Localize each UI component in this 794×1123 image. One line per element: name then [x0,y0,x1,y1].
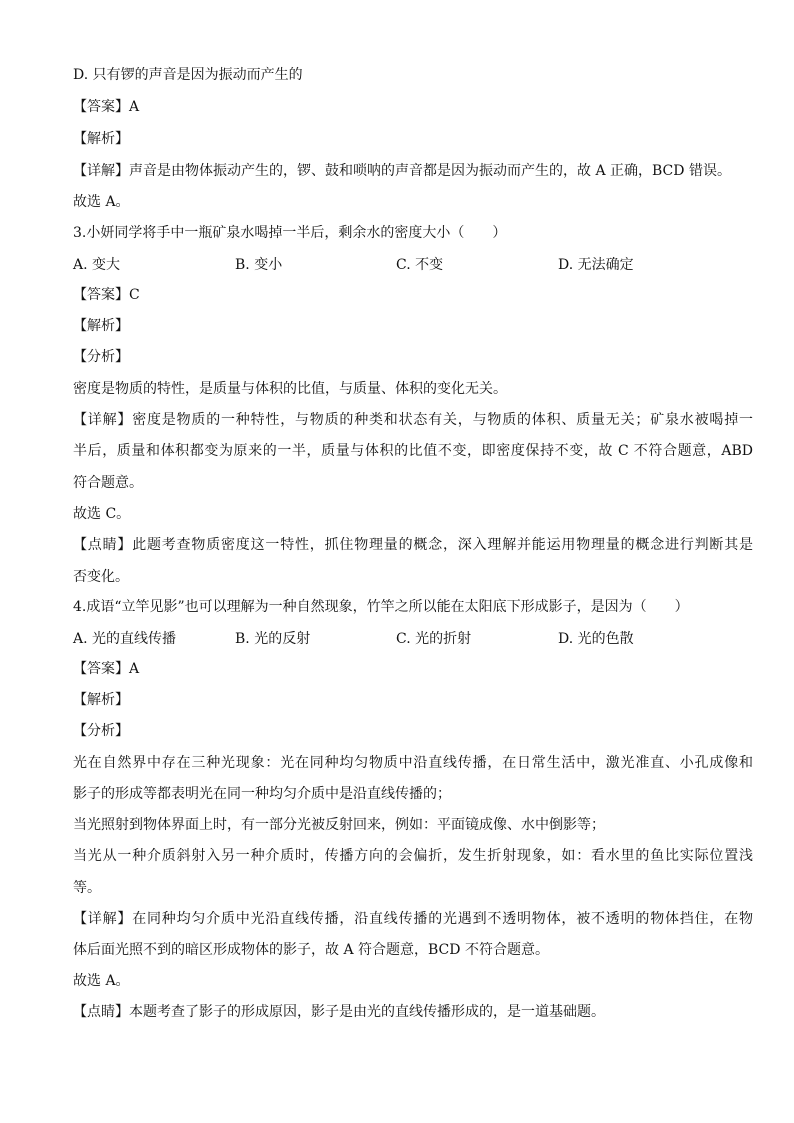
q4-fenxi-line-1: 光在自然界中存在三种光现象：光在同种均匀物质中沿直线传播，在日常生活中，激光准直、小孔成像和 [73,755,753,771]
q3-detail-line-2: 半后，质量和体积都变为原来的一半，质量与体积的比值不变，即密度保持不变，故 C 不符合题意，ABD [73,443,753,459]
q4-fenxi-heading: 【分析】 [73,723,129,739]
q4-option-b: B. 光的反射 [235,631,311,647]
q4-answer: 【答案】A [73,661,140,677]
q4-option-c: C. 光的折射 [396,631,472,647]
q3-analysis-heading: 【解析】 [73,318,129,334]
q4-fenxi-line-5: 等。 [73,880,101,896]
q3-comment-line-1: 【点睛】此题考查物质密度这一特性，抓住物理量的概念，深入理解并能运用物理量的概念进行判断其是 [73,537,753,553]
q4-comment: 【点睛】本题考查了影子的形成原因，影子是由光的直线传播形成的，是一道基础题。 [73,1004,605,1020]
q4-detail-line-2: 体后面光照不到的暗区形成物体的影子，故 A 符合题意，BCD 不符合题意。 [73,942,549,958]
q4-choice: 故选 A。 [73,973,130,989]
q3-choice: 故选 C。 [73,506,131,522]
q3-option-b: B. 变小 [235,257,283,273]
q3-option-a: A. 变大 [73,257,121,273]
q3-comment-line-2: 否变化。 [73,569,129,585]
q4-question: 4.成语“立竿见影”也可以理解为一种自然现象，竹竿之所以能在太阳底下形成影子，是因为（ ） [73,599,689,615]
q4-analysis-heading: 【解析】 [73,692,129,708]
q4-option-d: D. 光的色散 [558,631,634,647]
q3-option-c: C. 不变 [396,257,444,273]
q3-option-d: D. 无法确定 [558,257,634,273]
q3-detail-line-1: 【详解】密度是物质的一种特性，与物质的种类和状态有关，与物质的体积、质量无关；矿泉水被喝掉一 [73,412,753,428]
q4-fenxi-line-2: 影子的形成等都表明光在同一种均匀介质中是沿直线传播的； [73,786,451,802]
q4-option-a: A. 光的直线传播 [73,631,177,647]
q4-fenxi-line-4: 当光从一种介质斜射入另一种介质时，传播方向的会偏折，发生折射现象，如：看水里的鱼比实际位置浅 [73,848,753,864]
q2-choice: 故选 A。 [73,194,130,210]
q2-option-d: D. 只有锣的声音是因为振动而产生的 [73,67,303,83]
q4-detail-line-1: 【详解】在同种均匀介质中光沿直线传播，沿直线传播的光遇到不透明物体，被不透明的物体挡住，在物 [73,911,753,927]
q2-analysis-heading: 【解析】 [73,131,129,147]
q3-answer: 【答案】C [73,287,140,303]
q3-fenxi-text: 密度是物质的特性，是质量与体积的比值，与质量、体积的变化无关。 [73,381,507,397]
q3-fenxi-heading: 【分析】 [73,349,129,365]
q2-answer: 【答案】A [73,99,140,115]
q3-question: 3.小妍同学将手中一瓶矿泉水喝掉一半后，剩余水的密度大小（ ） [73,225,507,241]
q3-detail-line-3: 符合题意。 [73,475,143,491]
q2-detail: 【详解】声音是由物体振动产生的，锣、鼓和唢呐的声音都是因为振动而产生的，故 A 正确，BCD 错误。 [73,163,731,179]
q4-fenxi-line-3: 当光照射到物体界面上时，有一部分光被反射回来，例如：平面镜成像、水中倒影等； [73,817,605,833]
